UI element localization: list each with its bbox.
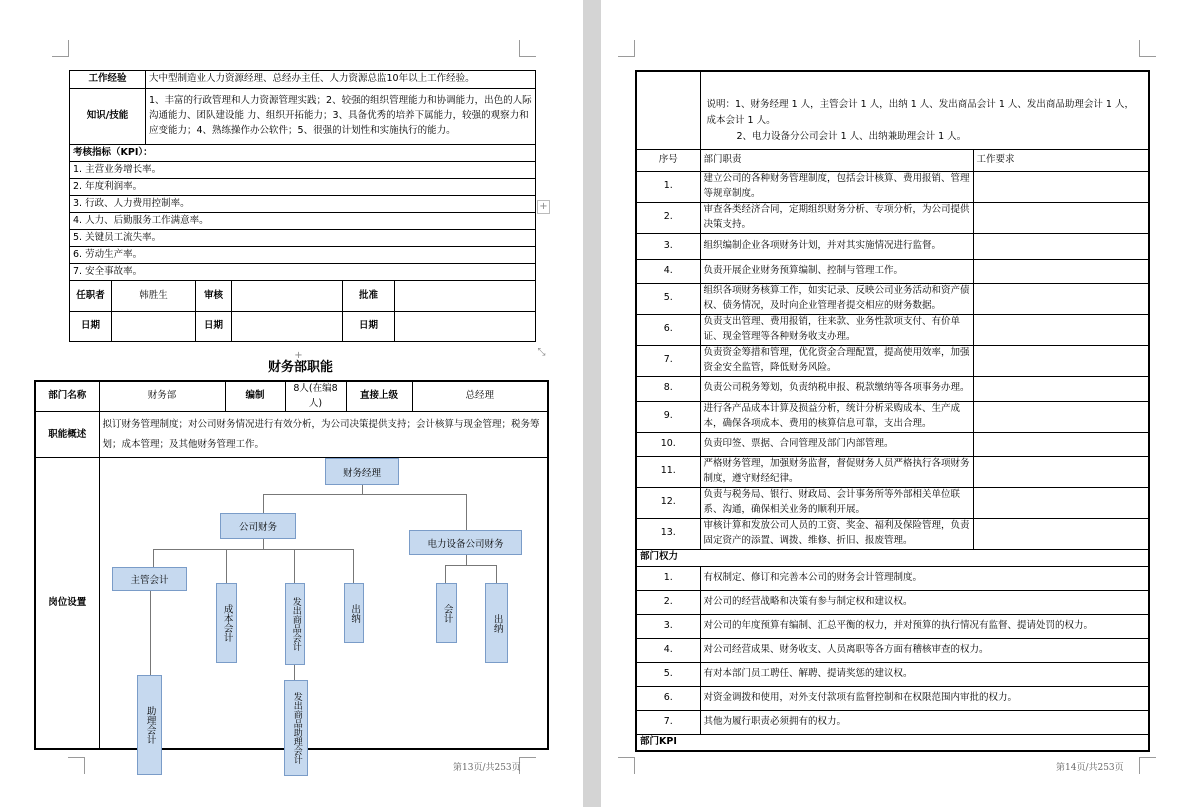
org-node-cost-accountant: 成本会计 (216, 583, 237, 663)
skills-label: 知识/技能 (70, 89, 146, 145)
duty-no: 3. (636, 233, 700, 259)
table-resize-handle[interactable]: ⤡ (537, 347, 546, 358)
duty-text: 组织各项财务核算工作，如实记录、反映公司业务活动和资产债权、债务情况，及时向企业管理者提交相应的财务数据。 (700, 283, 973, 314)
authority-row (636, 638, 1149, 662)
org-node-cashier: 出纳 (344, 583, 364, 643)
duty-text: 进行各产品成本计算及损益分析，统计分析采购成本、生产成本，确保各项成本、费用的核算信息可靠，支出合理。 (700, 401, 973, 432)
dept-name-label: 部门名称 (35, 381, 99, 412)
duty-text: 建立公司的各种财务管理制度，包括会计核算、费用报销、管理等规章制度。 (700, 171, 973, 202)
duty-req (973, 259, 1149, 283)
duty-row (636, 202, 1149, 233)
superior-label: 直接上级 (346, 381, 412, 412)
duty-text: 负责支出管理、费用报销，往来款、业务性款项支付、有价单证、现金管理等各种财务收支办理。 (700, 314, 973, 345)
skills-row (70, 89, 536, 145)
duty-text: 负责开展企业财务预算编制、控制与管理工作。 (700, 259, 973, 283)
org-node-finance-manager: 财务经理 (325, 458, 399, 485)
crop-mark (1139, 40, 1156, 57)
duty-row (636, 456, 1149, 487)
dept-name-value: 财务部 (99, 381, 225, 412)
duty-text: 负责与税务局、银行、财政局、会计事务所等外部相关单位联系、沟通，确保相关业务的顺利开展。 (700, 487, 973, 518)
crop-mark (519, 757, 536, 774)
authority-text: 对公司的年度预算有编制、汇总平衡的权力，并对预算的执行情况有监督、提请处罚的权力。 (700, 614, 1149, 638)
duty-no: 10. (636, 432, 700, 456)
page-gutter (583, 0, 601, 807)
section-title: 财务部职能 (268, 360, 334, 375)
authority-no: 5. (636, 662, 700, 686)
duty-req (973, 233, 1149, 259)
staffing-value: 8人(在编8人) (285, 381, 346, 412)
duty-row (636, 432, 1149, 456)
signature-row (70, 281, 536, 312)
duty-text: 严格财务管理，加强财务监督，督促财务人员严格执行各项财务制度，遵守财经纪律。 (700, 456, 973, 487)
authority-header-row (636, 549, 1149, 566)
job-description-table (69, 70, 536, 342)
duty-text: 组织编制企业各项财务计划，并对其实施情况进行监督。 (700, 233, 973, 259)
authority-row (636, 662, 1149, 686)
date-value (112, 312, 196, 342)
approve-label: 批准 (343, 281, 395, 312)
duty-row (636, 259, 1149, 283)
authority-label: 部门权力 (636, 549, 1149, 566)
skills-value: 1、丰富的行政管理和人力资源管理实践；2、较强的组织管理能力和协调能力，出色的人际沟通能力、团队建设能 力、组织开拓能力；3、具备优秀的培养下属能力，较强的观察力和应变能力；4、熟练操作办公软件；5、很强的计划性和实施执行的能力。 (146, 89, 536, 145)
authority-row (636, 590, 1149, 614)
duty-row (636, 283, 1149, 314)
duty-no: 11. (636, 456, 700, 487)
note-line: 说明：1、财务经理 1 人，主管会计 1 人，出纳 1 人、发出商品会计 1 人、发出商品助理会计 1 人，成本会计 1 人。 (706, 99, 1134, 127)
header-duty: 部门职责 (700, 149, 973, 171)
experience-row (70, 71, 536, 89)
authority-no: 7. (636, 710, 700, 734)
authority-row (636, 566, 1149, 590)
experience-label: 工作经验 (70, 71, 146, 89)
table-add-column-handle[interactable]: + (537, 200, 550, 214)
crop-mark (618, 757, 635, 774)
date-value (395, 312, 536, 342)
connector-line (466, 494, 467, 530)
duty-row (636, 171, 1149, 202)
connector-line (263, 494, 264, 513)
page-14 (601, 0, 1190, 807)
authority-no: 3. (636, 614, 700, 638)
authority-text: 有权制定、修订和完善本公司的财务会计管理制度。 (700, 566, 1149, 590)
connector-line (263, 494, 467, 495)
org-node-shipping-assistant: 发出商品助理会计 (284, 680, 308, 776)
org-node-power-cashier: 出纳 (485, 583, 508, 663)
org-node-power-equipment-finance: 电力设备公司财务 (409, 530, 522, 555)
authority-no: 2. (636, 590, 700, 614)
authority-text: 对公司经营成果、财务收支、人员离职等各方面有稽核审查的权力。 (700, 638, 1149, 662)
staffing-note (700, 71, 1149, 149)
date-label: 日期 (70, 312, 112, 342)
date-row (70, 312, 536, 342)
duty-req (973, 283, 1149, 314)
duty-row (636, 487, 1149, 518)
approve-value (395, 281, 536, 312)
duty-no: 7. (636, 345, 700, 376)
connector-line (466, 555, 467, 565)
crop-mark (519, 40, 536, 57)
org-node-company-finance: 公司财务 (220, 513, 296, 539)
connector-line (294, 549, 295, 583)
authority-no: 6. (636, 686, 700, 710)
duty-text: 负责资金筹措和管理，优化资金合理配置，提高使用效率，加强资金安全监管，降低财务风险。 (700, 345, 973, 376)
duty-no: 5. (636, 283, 700, 314)
duty-no: 12. (636, 487, 700, 518)
overview-label: 职能概述 (35, 412, 99, 458)
connector-line (294, 665, 295, 680)
table-add-row-handle[interactable]: + (294, 350, 303, 361)
page-footer: 第14页/共253页 (1056, 763, 1124, 773)
duty-no: 1. (636, 171, 700, 202)
duty-row (636, 518, 1149, 549)
org-chart-cell (99, 458, 548, 749)
staffing-label: 编制 (225, 381, 285, 412)
duty-no: 9. (636, 401, 700, 432)
duty-req (973, 487, 1149, 518)
dept-info-row (35, 381, 548, 412)
kpi-item: 3. 行政、人力费用控制率。 (70, 196, 536, 213)
org-node-chief-accountant: 主管会计 (112, 567, 187, 591)
kpi-label: 考核指标（KPI）： (70, 145, 536, 162)
kpi-item: 4. 人力、后勤服务工作满意率。 (70, 213, 536, 230)
connector-line (362, 485, 363, 494)
duty-no: 2. (636, 202, 700, 233)
duty-req (973, 314, 1149, 345)
note-row (636, 71, 1149, 149)
kpi-item: 5. 关键员工流失率。 (70, 230, 536, 247)
kpi-header-row (636, 734, 1149, 751)
duties-header-row (636, 149, 1149, 171)
authority-text: 其他为履行职责必须拥有的权力。 (700, 710, 1149, 734)
crop-mark (618, 40, 635, 57)
connector-line (445, 565, 497, 566)
duty-req (973, 518, 1149, 549)
duty-req (973, 401, 1149, 432)
duties-table (635, 70, 1150, 752)
connector-line (445, 565, 446, 583)
duty-row (636, 345, 1149, 376)
experience-value: 大中型制造业人力资源经理、总经办主任、人力资源总监10年以上工作经验。 (146, 71, 536, 89)
connector-line (150, 591, 151, 675)
crop-mark (1139, 757, 1156, 774)
duty-no: 8. (636, 376, 700, 401)
holder-label: 任职者 (70, 281, 112, 312)
duty-req (973, 171, 1149, 202)
duty-text: 负责公司税务筹划，负责纳税申报、税款缴纳等各项事务办理。 (700, 376, 973, 401)
duty-row (636, 376, 1149, 401)
dept-kpi-label: 部门KPI (636, 734, 1149, 751)
header-req: 工作要求 (973, 149, 1149, 171)
duty-req (973, 432, 1149, 456)
review-label: 审核 (196, 281, 232, 312)
date-label: 日期 (343, 312, 395, 342)
duty-row (636, 401, 1149, 432)
authority-row (636, 686, 1149, 710)
duty-text: 审查各类经济合同，定期组织财务分析、专项分析，为公司提供决策支持。 (700, 202, 973, 233)
duty-req (973, 202, 1149, 233)
authority-row (636, 710, 1149, 734)
duty-row (636, 314, 1149, 345)
duty-no: 6. (636, 314, 700, 345)
overview-row (35, 412, 548, 458)
positions-label: 岗位设置 (35, 458, 99, 749)
connector-line (153, 549, 354, 550)
authority-no: 4. (636, 638, 700, 662)
superior-value: 总经理 (412, 381, 548, 412)
header-no: 序号 (636, 149, 700, 171)
kpi-item: 7. 安全事故率。 (70, 264, 536, 281)
duty-text: 负责印签、票据、合同管理及部门内部管理。 (700, 432, 973, 456)
org-node-assistant-accountant: 助理会计 (137, 675, 162, 775)
review-value (232, 281, 343, 312)
authority-text: 对公司的经营战略和决策有参与制定权和建议权。 (700, 590, 1149, 614)
connector-line (263, 539, 264, 549)
duty-row (636, 233, 1149, 259)
connector-line (496, 565, 497, 583)
connector-line (153, 549, 154, 567)
crop-mark (52, 40, 69, 57)
kpi-item: 1. 主营业务增长率。 (70, 162, 536, 179)
page-footer: 第13页/共253页 (453, 763, 521, 773)
date-value (232, 312, 343, 342)
duty-req (973, 376, 1149, 401)
connector-line (353, 549, 354, 583)
authority-text: 对资金调拨和使用，对外支付款项有监督控制和在权限范围内审批的权力。 (700, 686, 1149, 710)
kpi-item: 2. 年度利润率。 (70, 179, 536, 196)
authority-row (636, 614, 1149, 638)
connector-line (226, 549, 227, 583)
duty-req (973, 345, 1149, 376)
page-13 (0, 0, 583, 807)
date-label: 日期 (196, 312, 232, 342)
note-spacer (636, 71, 700, 149)
authority-no: 1. (636, 566, 700, 590)
org-node-power-accountant: 会计 (436, 583, 457, 643)
duty-no: 4. (636, 259, 700, 283)
overview-value: 拟订财务管理制度；对公司财务情况进行有效分析，为公司决策提供支持；会计核算与现金管理；税务筹划；成本管理；及其他财务管理工作。 (99, 412, 548, 458)
note-line: 2、电力设备分公司会计 1 人、出纳兼助理会计 1 人。 (736, 130, 967, 142)
duty-req (973, 456, 1149, 487)
duty-text: 审核计算和发放公司人员的工资、奖金、福利及保险管理，负责固定资产的添置、调拨、维修、折旧、报废管理。 (700, 518, 973, 549)
authority-text: 有对本部门员工聘任、解聘、提请奖惩的建议权。 (700, 662, 1149, 686)
holder-value: 韩胜生 (112, 281, 196, 312)
duty-no: 13. (636, 518, 700, 549)
kpi-item: 6. 劳动生产率。 (70, 247, 536, 264)
org-node-shipping-accountant: 发出商品会计 (285, 583, 305, 665)
crop-mark (68, 757, 85, 774)
